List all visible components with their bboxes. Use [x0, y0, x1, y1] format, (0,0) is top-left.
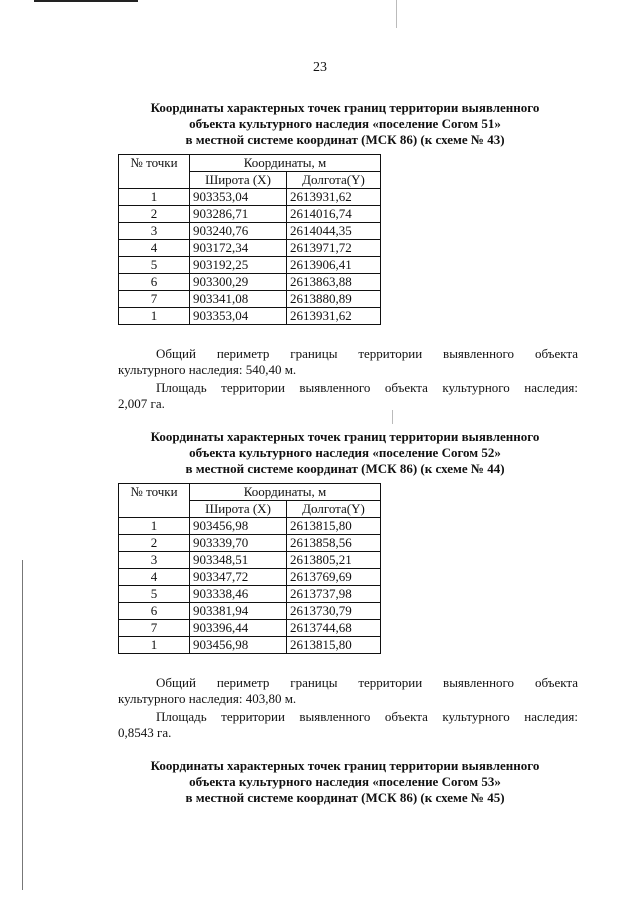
- heading-line: Координаты характерных точек границ территории выявленного: [150, 429, 540, 444]
- table-row: [119, 603, 381, 620]
- table-row: [119, 189, 381, 206]
- heading-line: в местной системе координат (МСК 86) (к схеме № 45): [185, 790, 505, 805]
- col-header-x: Широта (X): [190, 172, 287, 189]
- cell-x: 903338,46: [190, 586, 287, 603]
- cell-point: 4: [119, 240, 190, 257]
- cell-y: 2613769,69: [287, 569, 381, 586]
- cell-x: 903347,72: [190, 569, 287, 586]
- paragraph-line: Общий периметр границы территории выявленного объекта: [156, 346, 578, 361]
- section-1-heading: [110, 100, 580, 148]
- col-header-coordinates: Координаты, м: [190, 484, 381, 501]
- cell-x: 903348,51: [190, 552, 287, 569]
- col-header-y: Долгота(Y): [287, 172, 381, 189]
- cell-point: 7: [119, 620, 190, 637]
- cell-point: 3: [119, 552, 190, 569]
- table-row: [119, 206, 381, 223]
- col-header-point: № точки: [119, 484, 190, 518]
- cell-point: 3: [119, 223, 190, 240]
- cell-x: 903396,44: [190, 620, 287, 637]
- table-row: [119, 518, 381, 535]
- section-3-heading: [110, 758, 580, 806]
- cell-x: 903456,98: [190, 518, 287, 535]
- cell-y: 2613931,62: [287, 189, 381, 206]
- cell-y: 2613858,56: [287, 535, 381, 552]
- cell-point: 5: [119, 586, 190, 603]
- table-row: [119, 291, 381, 308]
- coordinates-table-1: [118, 154, 381, 325]
- heading-line: в местной системе координат (МСК 86) (к схеме № 43): [185, 132, 505, 147]
- table-row: [119, 552, 381, 569]
- scan-artifact: [392, 410, 393, 424]
- col-header-coordinates: Координаты, м: [190, 155, 381, 172]
- page-number: 23: [313, 60, 327, 75]
- paragraph-line: Площадь территории выявленного объекта культурного наследия:: [156, 709, 578, 724]
- table-row: [119, 308, 381, 325]
- cell-y: 2613744,68: [287, 620, 381, 637]
- cell-point: 1: [119, 637, 190, 654]
- cell-y: 2613931,62: [287, 308, 381, 325]
- table-row: [119, 535, 381, 552]
- cell-y: 2613815,80: [287, 637, 381, 654]
- cell-point: 1: [119, 189, 190, 206]
- cell-point: 5: [119, 257, 190, 274]
- cell-x: 903381,94: [190, 603, 287, 620]
- cell-y: 2613880,89: [287, 291, 381, 308]
- cell-x: 903192,25: [190, 257, 287, 274]
- table-row: [119, 274, 381, 291]
- cell-x: 903353,04: [190, 308, 287, 325]
- cell-y: 2614016,74: [287, 206, 381, 223]
- section-2-heading: [110, 429, 580, 477]
- table-row: [119, 257, 381, 274]
- heading-line: Координаты характерных точек границ территории выявленного: [150, 758, 540, 773]
- cell-x: 903172,34: [190, 240, 287, 257]
- table-row: [119, 240, 381, 257]
- cell-y: 2614044,35: [287, 223, 381, 240]
- paragraph-line: культурного наследия: 540,40 м.: [118, 362, 297, 377]
- paragraph-line: 0,8543 га.: [118, 725, 172, 740]
- cell-x: 903339,70: [190, 535, 287, 552]
- heading-line: Координаты характерных точек границ территории выявленного: [150, 100, 540, 115]
- table-row: [119, 637, 381, 654]
- paragraph-line: культурного наследия: 403,80 м.: [118, 691, 297, 706]
- heading-line: в местной системе координат (МСК 86) (к схеме № 44): [185, 461, 505, 476]
- col-header-point: № точки: [119, 155, 190, 189]
- cell-y: 2613815,80: [287, 518, 381, 535]
- cell-x: 903353,04: [190, 189, 287, 206]
- perimeter-paragraph-2: [118, 675, 578, 707]
- cell-point: 4: [119, 569, 190, 586]
- cell-point: 1: [119, 518, 190, 535]
- cell-point: 6: [119, 603, 190, 620]
- area-paragraph-1: [118, 380, 578, 412]
- area-paragraph-2: [118, 709, 578, 741]
- table-row: [119, 620, 381, 637]
- heading-line: объекта культурного наследия «поселение Согом 53»: [189, 774, 501, 789]
- cell-y: 2613971,72: [287, 240, 381, 257]
- cell-x: 903240,76: [190, 223, 287, 240]
- col-header-x: Широта (X): [190, 501, 287, 518]
- paragraph-line: 2,007 га.: [118, 396, 165, 411]
- paragraph-line: Площадь территории выявленного объекта культурного наследия:: [156, 380, 578, 395]
- scan-edge-line: [34, 0, 138, 2]
- cell-x: 903300,29: [190, 274, 287, 291]
- cell-y: 2613805,21: [287, 552, 381, 569]
- cell-y: 2613863,88: [287, 274, 381, 291]
- perimeter-paragraph-1: [118, 346, 578, 378]
- cell-x: 903456,98: [190, 637, 287, 654]
- paragraph-line: Общий периметр границы территории выявленного объекта: [156, 675, 578, 690]
- cell-point: 2: [119, 535, 190, 552]
- cell-y: 2613906,41: [287, 257, 381, 274]
- cell-point: 7: [119, 291, 190, 308]
- scan-artifact: [396, 0, 397, 28]
- cell-x: 903286,71: [190, 206, 287, 223]
- coordinates-table-2: [118, 483, 381, 654]
- table-row: [119, 569, 381, 586]
- heading-line: объекта культурного наследия «поселение Согом 52»: [189, 445, 501, 460]
- cell-point: 6: [119, 274, 190, 291]
- col-header-y: Долгота(Y): [287, 501, 381, 518]
- heading-line: объекта культурного наследия «поселение Согом 51»: [189, 116, 501, 131]
- cell-y: 2613737,98: [287, 586, 381, 603]
- binding-margin-line: [22, 560, 23, 890]
- cell-x: 903341,08: [190, 291, 287, 308]
- cell-y: 2613730,79: [287, 603, 381, 620]
- cell-point: 1: [119, 308, 190, 325]
- cell-point: 2: [119, 206, 190, 223]
- table-row: [119, 223, 381, 240]
- table-row: [119, 586, 381, 603]
